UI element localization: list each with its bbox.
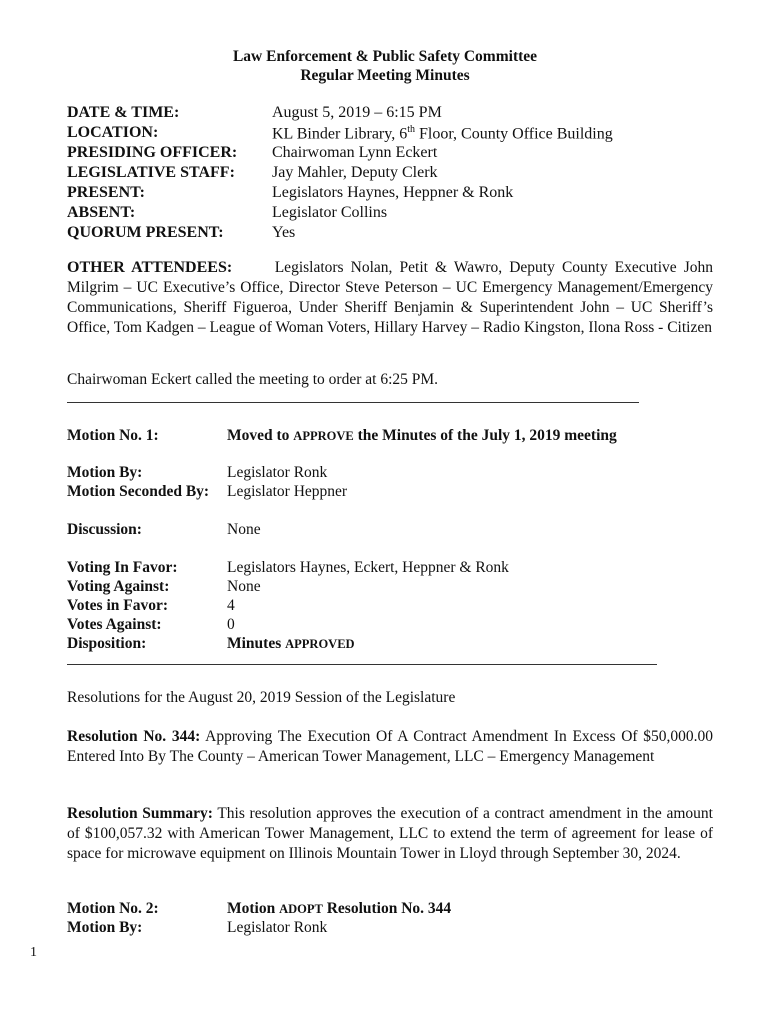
- call-to-order: Chairwoman Eckert called the meeting to order at 6:25 PM.: [67, 371, 439, 388]
- voting-against-value: None: [227, 578, 261, 595]
- info-label: QUORUM PRESENT:: [67, 224, 224, 241]
- motion2-label: Motion No. 2:: [67, 900, 159, 917]
- votes-against-label: Votes Against:: [67, 616, 162, 633]
- motion-by-value: Legislator Ronk: [227, 919, 328, 936]
- resolution-text: Approving The Execution Of A Contract Amendment In Excess Of $50,000.00 Entered Into By The County – American Tower Management, LLC – Emergency Management: [67, 728, 713, 765]
- disposition-text: Minutes: [227, 635, 286, 652]
- info-label: PRESIDING OFFICER:: [67, 144, 238, 161]
- motion2-action: ADOPT: [279, 902, 323, 916]
- location-text-rest: Floor, County Office Building: [415, 125, 613, 143]
- info-label: DATE & TIME:: [67, 104, 180, 121]
- resolution-label: Resolution No. 344:: [67, 728, 201, 745]
- voting-in-favor-value: Legislators Haynes, Eckert, Heppner & Ronk: [227, 559, 509, 576]
- disposition-status: APPROVED: [285, 637, 355, 651]
- info-value: Jay Mahler, Deputy Clerk: [272, 164, 438, 181]
- motion-by-value: Legislator Ronk: [227, 464, 328, 481]
- minutes-subtitle: Regular Meeting Minutes: [300, 67, 470, 84]
- resolution-summary-text: This resolution approves the execution of a contract amendment in the amount of $100,057.32 with American Tower Management, LLC to extend the term of agreement for lease of space for microwave equipment on Illinois Mountain Tower in Lloyd through September 30, 2024.: [67, 805, 713, 862]
- location-ordinal: th: [407, 124, 415, 135]
- motion1-label: Motion No. 1:: [67, 427, 159, 444]
- votes-in-favor-value: 4: [227, 597, 235, 614]
- divider: [67, 664, 657, 665]
- votes-in-favor-label: Votes in Favor:: [67, 597, 169, 614]
- motion1-value: [227, 427, 617, 445]
- divider: [67, 402, 639, 403]
- motion2-text: Motion: [227, 900, 280, 917]
- discussion-value: None: [227, 521, 261, 538]
- info-label: PRESENT:: [67, 184, 145, 201]
- other-attendees-text: Legislators Nolan, Petit & Wawro, Deputy County Executive John Milgrim – UC Executive’s Office, Director Steve Peterson – UC Emergency Management/Emergency Communications, Sheriff Figueroa, Under Sheriff Benjamin & Superintendent John – UC Sheriff’s Office, Tom Kadgen – League of Woman Voters, Hillary Harvey – Radio Kingston, Ilona Ross - Citizen: [67, 259, 714, 336]
- info-value: Legislators Haynes, Heppner & Ronk: [272, 184, 514, 201]
- info-value: Chairwoman Lynn Eckert: [272, 144, 438, 161]
- motion-seconded-label: Motion Seconded By:: [67, 483, 210, 500]
- resolutions-heading: Resolutions for the August 20, 2019 Session of the Legislature: [67, 689, 456, 706]
- motion2-value: [227, 900, 451, 918]
- motion1-action: APPROVE: [293, 429, 354, 443]
- disposition-value: [227, 635, 355, 653]
- info-value: Yes: [272, 224, 296, 241]
- other-attendees-label: OTHER ATTENDEES:: [67, 259, 233, 276]
- motion-by-label: Motion By:: [67, 464, 143, 481]
- motion1-text-rest: the Minutes of the July 1, 2019 meeting: [353, 427, 617, 444]
- other-attendees: [67, 258, 713, 338]
- location-text: KL Binder Library, 6: [272, 125, 408, 143]
- info-label: LOCATION:: [67, 124, 159, 141]
- voting-against-label: Voting Against:: [67, 578, 170, 595]
- resolution-344: [67, 727, 713, 767]
- info-label: ABSENT:: [67, 204, 136, 221]
- disposition-label: Disposition:: [67, 635, 147, 652]
- resolution-summary: [67, 804, 713, 864]
- resolution-summary-label: Resolution Summary:: [67, 805, 213, 822]
- committee-title: Law Enforcement & Public Safety Committee: [232, 48, 538, 65]
- motion1-text: Moved to: [227, 427, 294, 444]
- voting-in-favor-label: Voting In Favor:: [67, 559, 178, 576]
- votes-against-value: 0: [227, 616, 235, 633]
- info-label: LEGISLATIVE STAFF:: [67, 164, 235, 181]
- discussion-label: Discussion:: [67, 521, 142, 538]
- motion-by-label: Motion By:: [67, 919, 143, 936]
- motion-seconded-value: Legislator Heppner: [227, 483, 348, 500]
- motion2-text-rest: Resolution No. 344: [322, 900, 452, 917]
- info-value: August 5, 2019 – 6:15 PM: [272, 104, 442, 121]
- info-value: Legislator Collins: [272, 204, 388, 221]
- page-number: 1: [30, 945, 37, 960]
- info-value: [272, 124, 613, 143]
